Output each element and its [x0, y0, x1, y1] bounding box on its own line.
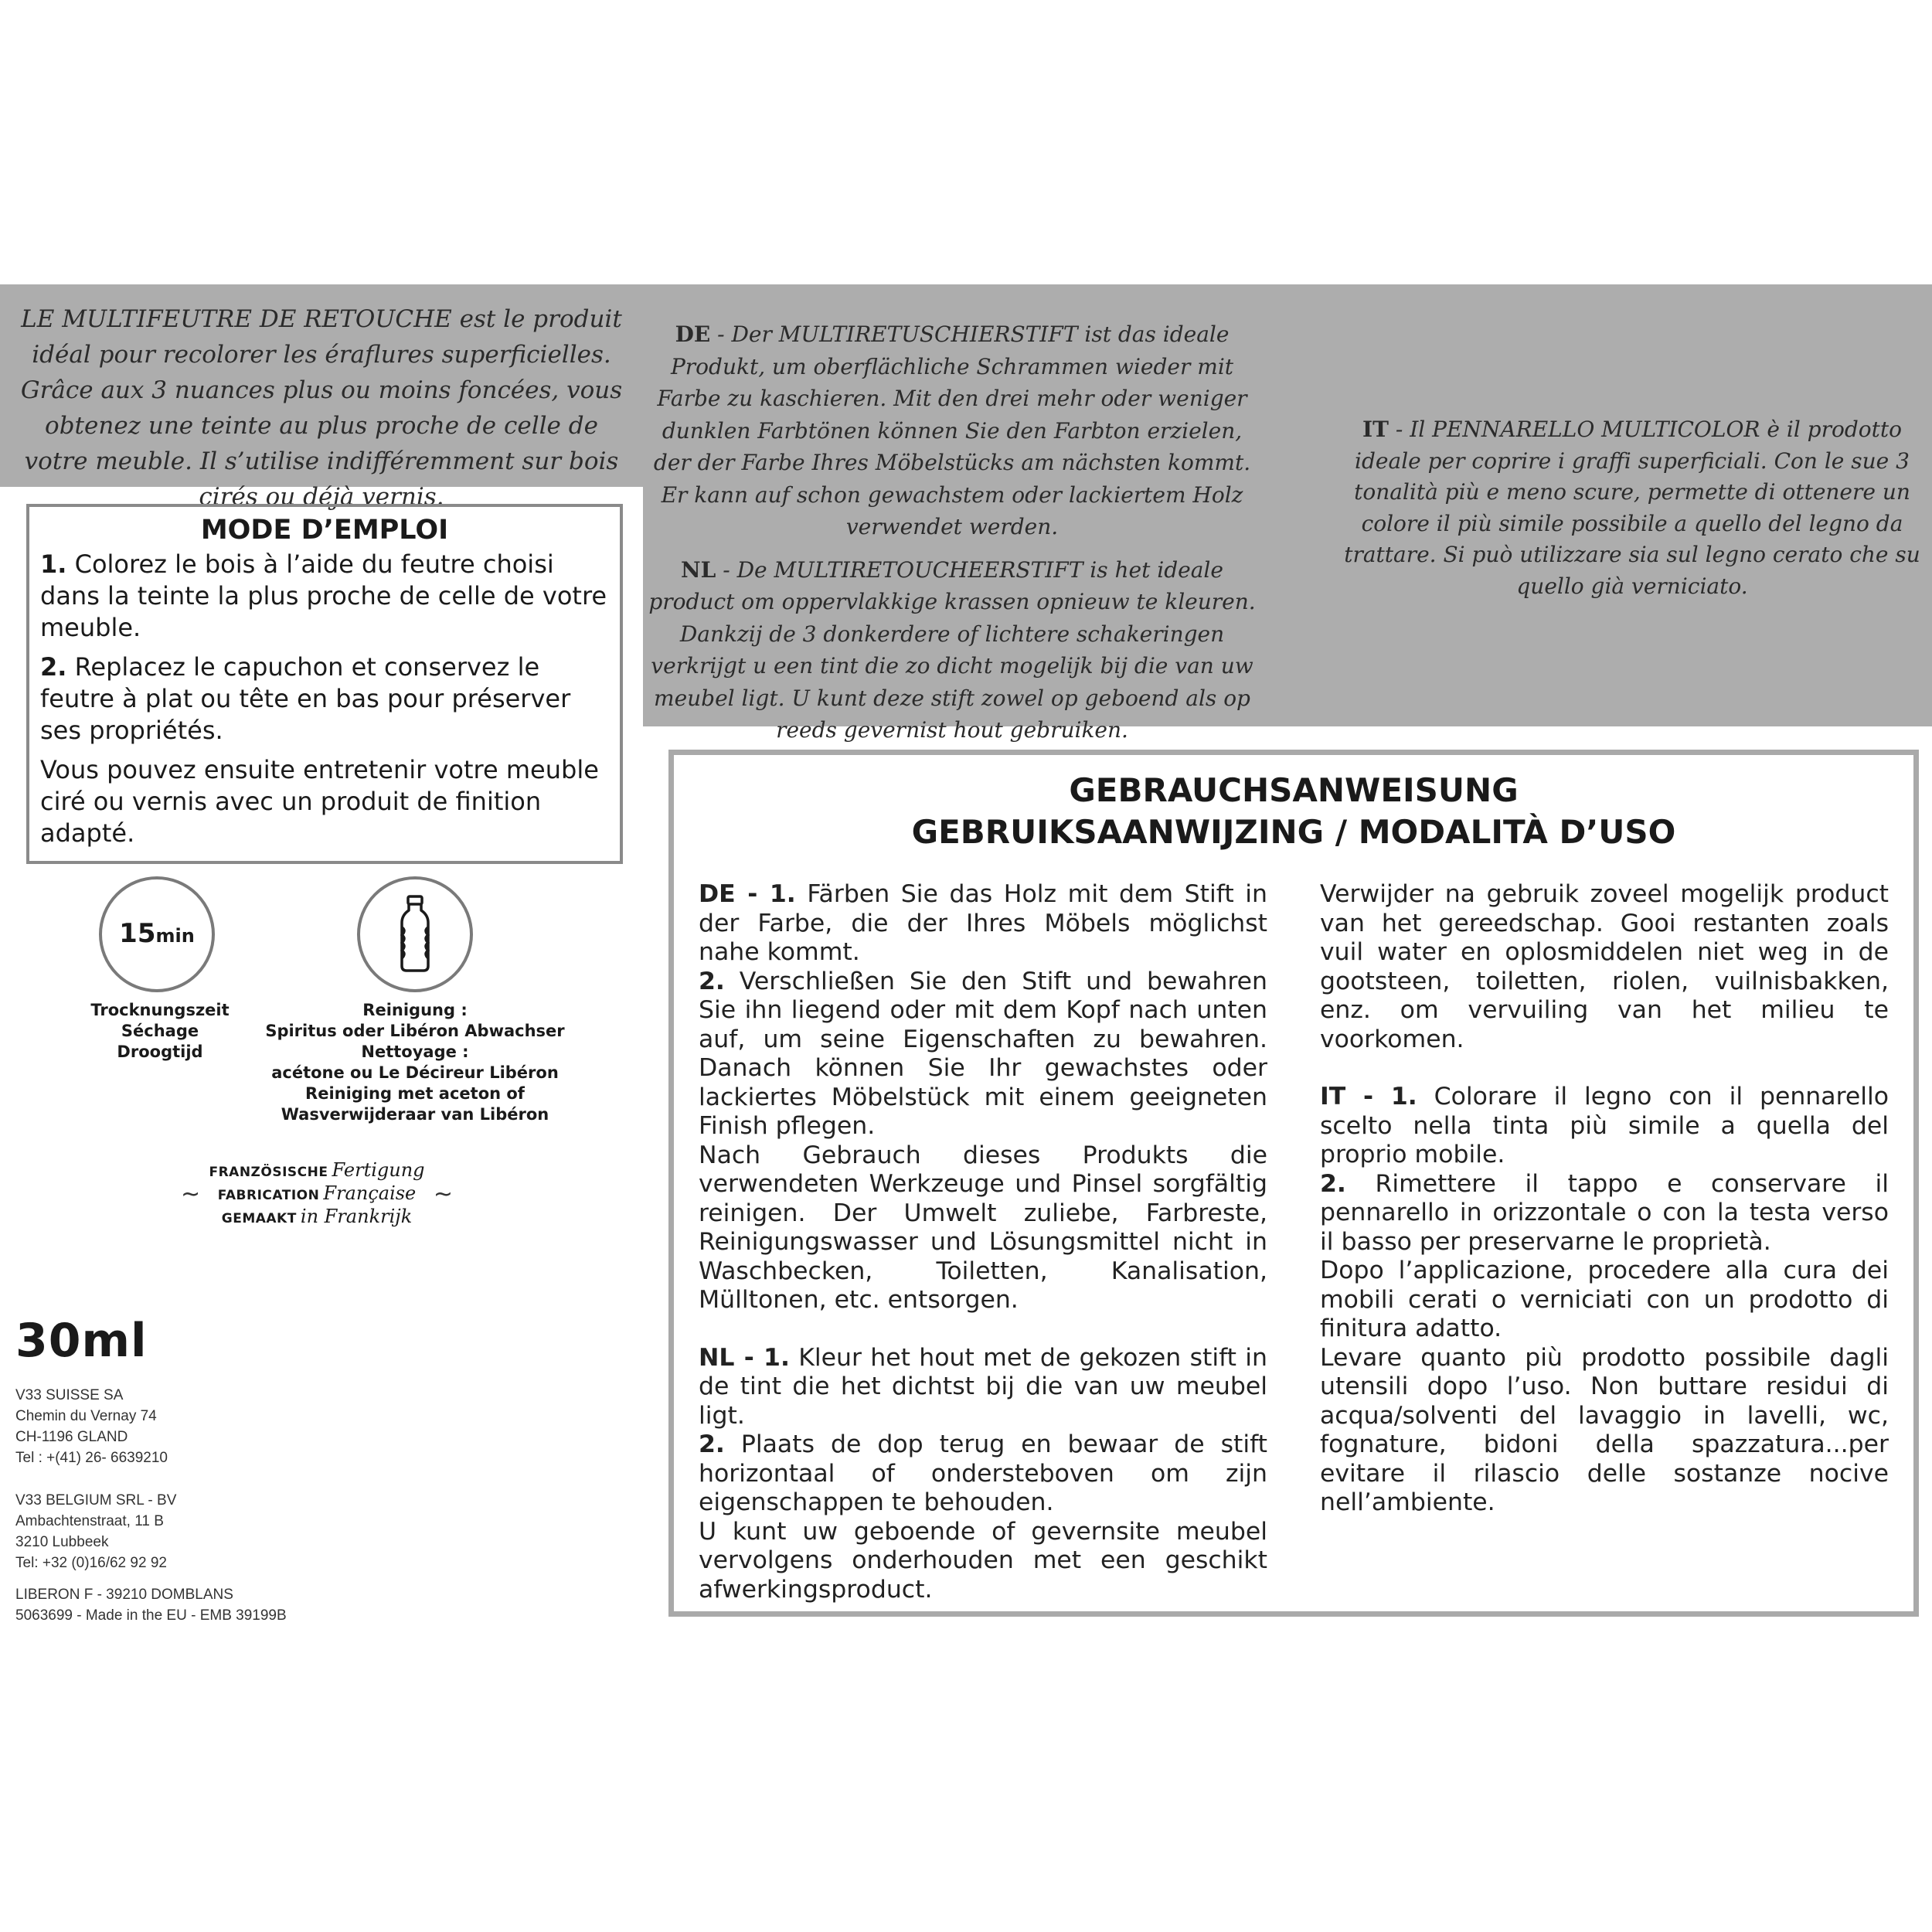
fab-nl-italic: in Frankrijk — [300, 1206, 413, 1227]
cleaning-label: Spiritus oder Libéron Abwachser — [265, 1022, 565, 1040]
usage-text: Colorare il legno con il pennarello scelto nella tinta più simile a quella del proprio mobile. — [1320, 1083, 1889, 1168]
fab-de-italic: Fertigung — [332, 1159, 425, 1181]
drying-label-fr: Séchage — [121, 1022, 199, 1040]
step-number: 2. — [1320, 1169, 1346, 1198]
usage-nl-cleaning: Verwijder na gebruik zoveel mogelijk product van het gereedschap. Gooi restanten zoals vuil water en oplosmiddelen niet weg in de gootsteen, toiletten, riolen, vuilnisbakken, enz. om vervuiling van het milieu te voorkomen. — [1320, 880, 1889, 1053]
address-belgium — [15, 1490, 479, 1573]
usage-it-maintenance: Dopo l’applicazione, procedere alla cura dei mobili cerati o verniciati con un prodotto di finitura adatto. — [1320, 1257, 1889, 1342]
usage-column-left — [699, 880, 1267, 1604]
usage-nl-step-2 — [699, 1430, 1267, 1518]
address-line: Chemin du Vernay 74 — [15, 1408, 157, 1424]
icon-row — [74, 876, 584, 1139]
address-france — [15, 1584, 479, 1626]
address-switzerland — [15, 1385, 479, 1468]
lang-code-it: IT — [1362, 417, 1389, 442]
address-line: LIBERON F - 39210 DOMBLANS — [15, 1587, 233, 1603]
fab-nl-caps: GEMAAKT — [221, 1211, 297, 1226]
intro-nl-text: - De MULTIRETOUCHEERSTIFT is het ideale product om oppervlakkige krassen opnieuw te kleuren. Dankzij de 3 donkerdere of lichtere schakeringen verkrijgt u een tint die zo dicht mogelijk bij die van uw meubel ligt. U kunt deze stift zowel op geboend als op reeds gevernist hout gebruiken. — [648, 556, 1256, 743]
fab-fr — [185, 1182, 448, 1204]
usage-it-step-2 — [1320, 1170, 1889, 1257]
intro-de-nl-text — [643, 318, 1261, 747]
drying-unit: min — [155, 925, 195, 947]
intro-nl — [643, 554, 1261, 747]
usage-nl-step-1 — [699, 1344, 1267, 1431]
step-number: 2. — [40, 652, 67, 682]
drying-label-de: Trocknungszeit — [90, 1001, 230, 1019]
usage-text: Rimettere il tappo e conservare il pennarello in orizzontale o con la testa verso il basso per preservarne le proprietà. — [1320, 1169, 1889, 1256]
usage-text: Plaats de dop terug en bewaar de stift horizontaal of ondersteboven om zijn eigenschappen te behouden. — [699, 1430, 1267, 1516]
fab-de-caps: FRANZÖSISCHE — [209, 1165, 328, 1180]
spacer — [699, 1315, 1267, 1344]
cleaning-bottle-icon — [360, 879, 470, 989]
cleaning-label: acétone ou Le Décireur Libéron — [271, 1063, 559, 1082]
drying-value: 15 — [119, 918, 156, 949]
usage-de-step-2 — [699, 968, 1267, 1141]
intro-de — [643, 318, 1261, 543]
usage-column-right — [1320, 880, 1889, 1518]
address-line: Ambachtenstraat, 11 B — [15, 1513, 164, 1529]
address-line: V33 BELGIUM SRL - BV — [15, 1492, 177, 1509]
tilde-ornament-right: ~ — [433, 1181, 453, 1208]
usage-title-de: GEBRAUCHSANWEISUNG — [1069, 771, 1519, 809]
address-line: CH-1196 GLAND — [15, 1429, 128, 1445]
address-line: Tel : +(41) 26- 6639210 — [15, 1450, 168, 1466]
cleaning-label: Reiniging met aceton of — [305, 1084, 525, 1103]
fab-fr-italic: Française — [323, 1182, 417, 1204]
intro-it — [1332, 414, 1932, 602]
spacer — [1320, 1054, 1889, 1083]
usage-title-nl-it: GEBRUIKSAANWIJZING / MODALITÀ D’USO — [911, 813, 1676, 851]
made-in-france-mark — [181, 1159, 453, 1236]
intro-fr-panel — [0, 284, 643, 511]
address-line: 5063699 - Made in the EU - EMB 39199B — [15, 1607, 287, 1624]
step-number: 2. — [699, 1430, 725, 1458]
mode-emploi-box — [26, 504, 623, 864]
usage-it-step-1 — [1320, 1083, 1889, 1170]
mode-emploi-title: MODE D’EMPLOI — [200, 515, 449, 546]
step-text: Colorez le bois à l’aide du feutre choisi dans la teinte la plus proche de celle de votre meuble. — [40, 549, 607, 642]
usage-text: Kleur het hout met de gekozen stift in de tint die het dichtst bij die van uw meubel ligt. — [699, 1343, 1268, 1430]
step-number: 2. — [699, 967, 725, 995]
lang-code-de: DE — [675, 321, 711, 347]
fab-fr-caps: FABRICATION — [217, 1188, 320, 1203]
cleaning-label: Wasverwijderaar van Libéron — [281, 1105, 549, 1124]
usage-text: Färben Sie das Holz mit dem Stift in der Farbe, die der Ihres Möbels möglichst nahe kommt. — [699, 880, 1267, 966]
tilde-ornament-left: ~ — [181, 1181, 201, 1208]
mode-emploi-step-2 — [40, 651, 609, 747]
mode-emploi-note: Vous pouvez ensuite entretenir votre meuble ciré ou vernis avec un produit de finition adapté. — [40, 755, 599, 848]
drying-label-nl: Droogtijd — [117, 1043, 203, 1061]
drying-time-icon — [99, 876, 215, 992]
usage-de-cleaning: Nach Gebrauch dieses Produkts die verwendeten Werkzeuge und Pinsel sorgfältig reinigen. Der Umwelt zuliebe, Farbreste, Reinigungswasser und Lösungsmittel nicht in Waschbecken, Toiletten, Kanalisation, Mülltonen, etc. entsorgen. — [699, 1141, 1267, 1314]
usage-de-prefix: DE - 1. — [699, 880, 796, 908]
usage-nl-prefix: NL - 1. — [699, 1343, 790, 1372]
cleaning-label: Nettoyage : — [361, 1043, 469, 1061]
step-text: Replacez le capuchon et conservez le feutre à plat ou tête en bas pour préserver ses propriétés. — [40, 652, 571, 745]
mode-emploi-step-1 — [40, 549, 609, 644]
usage-nl-maintenance: U kunt uw geboende of gevernsite meubel vervolgens onderhouden met een geschikt afwerkingsproduct. — [699, 1517, 1267, 1604]
step-number: 1. — [40, 549, 67, 579]
drying-caption — [74, 1000, 246, 1063]
usage-it-prefix: IT - 1. — [1320, 1083, 1417, 1111]
volume-label: 30ml — [15, 1314, 148, 1368]
address-line: Tel: +32 (0)16/62 92 92 — [15, 1555, 167, 1571]
intro-fr-text: LE MULTIFEUTRE DE RETOUCHE est le produit idéal pour recolorer les éraflures superficielles. Grâce aux 3 nuances plus ou moins foncées, vous obtenez une teinte au plus proche de celle de votre meuble. Il s’utilise indifféremment sur bois cirés ou déjà vernis. — [20, 305, 623, 511]
cleaning-label: Reinigung : — [362, 1001, 468, 1019]
gebrauchsanweisung-box — [668, 750, 1919, 1617]
fab-de — [185, 1159, 448, 1181]
intro-de-text: - Der MULTIRETUSCHIERSTIFT ist das ideale Produkt, um oberflächliche Schrammen wieder mit Farbe zu kaschieren. Mit den drei mehr oder weniger dunklen Farbtönen können Sie den Farbton erzielen, der der Farbe Ihres Möbelstücks am nächsten kommt. Er kann auf schon gewachstem oder lackiertem Holz verwendet werden. — [653, 321, 1251, 539]
lang-code-nl: NL — [681, 556, 716, 583]
bottle-icon — [357, 876, 473, 992]
usage-text: Verschließen Sie den Stift und bewahren Sie ihn liegend oder mit dem Kopf nach unten auf, um seine Eigenschaften zu bewahren. Danach können Sie Ihr gewachstes oder lackiertes Möbelstück mit einem geeigneten Finish pflegen. — [699, 967, 1267, 1140]
address-line: V33 SUISSE SA — [15, 1387, 124, 1403]
cleaning-caption — [252, 1000, 578, 1125]
usage-de-step-1 — [699, 880, 1267, 968]
intro-it-text: - Il PENNARELLO MULTICOLOR è il prodotto ideale per coprire i graffi superficiali. Con le sue 3 tonalità più e meno scure, permette di ottenere un colore il più simile possibile a quello del legno da trattare. Si può utilizzare sia sul legno cerato che su quello già verniciato. — [1344, 417, 1920, 599]
fab-nl — [185, 1206, 448, 1227]
intro-multilang-panel — [643, 284, 1932, 743]
drying-time-value — [102, 918, 212, 949]
usage-it-cleaning: Levare quanto più prodotto possibile dagli utensili dopo l’uso. Non buttare residui di acqua/solventi del lavaggio in lavelli, wc, fognature, bidoni della spazzatura...per evitare il rilascio delle sostanze nocive nell’ambiente. — [1320, 1343, 1889, 1516]
address-line: 3210 Lubbeek — [15, 1534, 109, 1550]
